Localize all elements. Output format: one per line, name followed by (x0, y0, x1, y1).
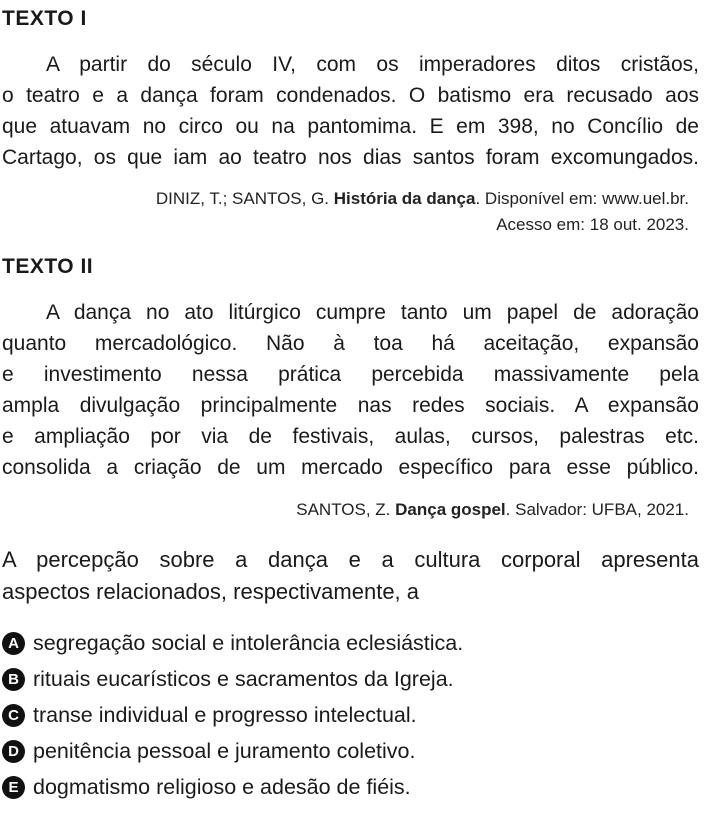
question-line: aspectos relacionados, respectivamente, a (2, 579, 420, 604)
texto1-heading: TEXTO I (2, 7, 87, 30)
option-letter-badge: E (2, 776, 25, 799)
texto2-line: ampla divulgação principalmente nas redes sociais. A expansão (2, 394, 699, 417)
texto2-heading: TEXTO II (2, 255, 94, 278)
question-line: A percepção sobre a dança e a cultura corporal apresenta (2, 547, 699, 572)
texto2-paragraph (2, 297, 699, 483)
texto2-citation-line: SANTOS, Z. Dança gospel. Salvador: UFBA, 2021. (296, 500, 689, 519)
option-text: segregação social e intolerância eclesiástica. (33, 630, 464, 655)
option-a[interactable] (2, 625, 463, 661)
texto2-line: e investimento nessa prática percebida massivamente pela (2, 363, 699, 386)
texto2-line: consolida a criação de um mercado específico para esse público. (2, 456, 699, 479)
texto1-citation (39, 186, 689, 238)
texto1-citation-access: Acesso em: 18 out. 2023. (496, 215, 689, 234)
texto1-line: A partir do século IV, com os imperadores ditos cristãos, (46, 53, 699, 76)
option-letter-badge: C (2, 704, 25, 727)
texto1-line: Cartago, os que iam ao teatro nos dias santos foram excomungados. (2, 146, 699, 169)
option-text: penitência pessoal e juramento coletivo. (33, 738, 416, 763)
texto2-citation (39, 497, 689, 523)
option-d[interactable] (2, 733, 463, 769)
option-e[interactable] (2, 769, 463, 805)
option-text: rituais eucarísticos e sacramentos da Igreja. (33, 666, 454, 691)
option-b[interactable] (2, 661, 463, 697)
option-letter-badge: A (2, 632, 25, 655)
texto2-line: e ampliação por via de festivais, aulas, cursos, palestras etc. (2, 425, 699, 448)
texto2-line: quanto mercadológico. Não à toa há aceitação, expansão (2, 332, 699, 355)
option-letter-badge: B (2, 668, 25, 691)
option-text: transe individual e progresso intelectual. (33, 702, 417, 727)
option-text: dogmatismo religioso e adesão de fiéis. (33, 774, 411, 799)
texto2-line: A dança no ato litúrgico cumpre tanto um papel de adoração (46, 301, 699, 324)
texto1-citation-title: História da dança (333, 189, 476, 208)
texto1-citation-line: DINIZ, T.; SANTOS, G. História da dança. Disponível em: www.uel.br. (155, 189, 689, 208)
texto1-line: que atuavam no circo ou na pantomima. E em 398, no Concílio de (2, 115, 699, 138)
option-c[interactable] (2, 697, 463, 733)
texto1-line: o teatro e a dança foram condenados. O batismo era recusado aos (2, 84, 699, 107)
answer-options (2, 625, 463, 805)
question-stem (2, 544, 699, 608)
texto2-citation-title: Dança gospel (395, 500, 506, 519)
option-letter-badge: D (2, 740, 25, 763)
texto1-paragraph (2, 49, 699, 173)
